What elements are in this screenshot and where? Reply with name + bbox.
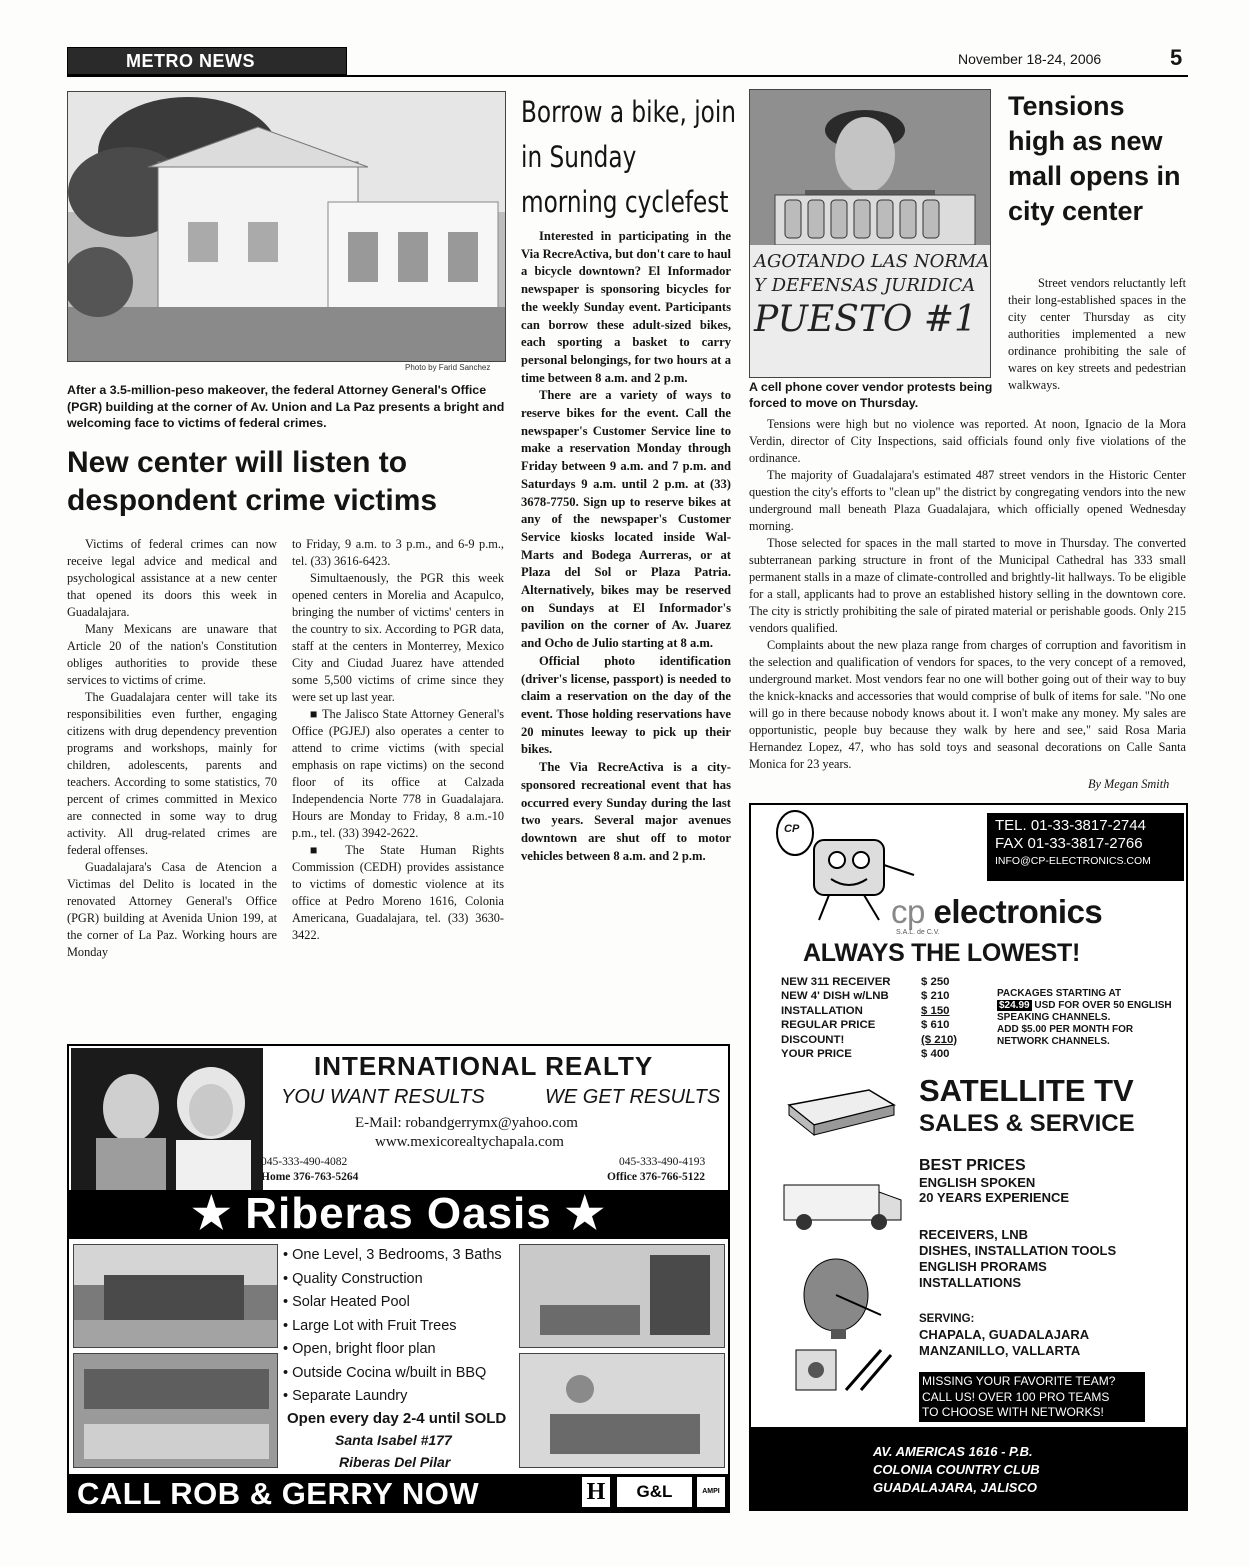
price-label: REGULAR PRICE: [781, 1019, 876, 1032]
story1-paragraph: to Friday, 9 a.m. to 3 p.m., and 6-9 p.m., tel. (33) 3616-6423.: [292, 537, 504, 568]
gl-logo-icon: G&L: [617, 1477, 692, 1507]
team-promo: [919, 1372, 1145, 1422]
price-value: ($ 210): [921, 1033, 958, 1046]
price-value: $ 210: [921, 990, 950, 1003]
realty-slogan-right: WE GET RESULTS: [545, 1086, 721, 1108]
mascot-label: CP: [784, 823, 800, 835]
cp-legal-name: S.A.L. de C.V.: [896, 929, 940, 936]
satellite-dish-icon: [791, 1255, 891, 1340]
cp-email: INFO@CP-ELECTRONICS.COM: [995, 855, 1151, 867]
realty-couple-photo: [71, 1048, 263, 1190]
photo-credit: Photo by Farid Sanchez: [405, 363, 491, 372]
story3-body: [749, 416, 1186, 773]
satellite-tv-title: SATELLITE TV: [919, 1073, 1134, 1108]
price-label: NEW 311 RECEIVER: [781, 976, 891, 988]
cp-slogan: ALWAYS THE LOWEST!: [803, 939, 1081, 967]
ampi-logo-icon: AMPI: [697, 1477, 725, 1507]
story1-paragraph: Many Mexicans are unaware that Article 20 of the nation's Constitution obliges authorities to provide these services to victims of crime.: [67, 622, 277, 687]
header-rule: [67, 75, 1188, 77]
realty-phone-home: Home 376-763-5264: [261, 1171, 359, 1183]
story3-paragraph: Tensions were high but no violence was reported. At noon, Ignacio de la Mora Verdin, director of City Inspections, said officials found only five violations of the ordinance.: [749, 417, 1186, 465]
serving-cities: MANZANILLO, VALLARTA: [919, 1343, 1081, 1358]
price-row: [781, 1018, 981, 1032]
story1-column-1: [67, 536, 277, 961]
price-row: [781, 1033, 981, 1047]
packages-line-1: PACKAGES STARTING AT: [997, 988, 1122, 999]
cp-logo: [891, 893, 1102, 931]
price-label: NEW 4' DISH w/LNB: [781, 990, 889, 1003]
service-item: DISHES, INSTALLATION TOOLS: [919, 1243, 1117, 1258]
sign-line: Y DEFENSAS JURIDICA: [754, 275, 976, 296]
story3-paragraph: Complaints about the new plaza range from charges of corruption and favoritism in the selection and qualification of vendors for spaces, to the very concept of a removed, underground market. Most vendors fear no one will bother going out of their way to buy the knick-knacks and accessories that would comprise of bulk of items for sale. "No one will go in there because nobody knows about it. I won't make any money. My sales are opportunistic, people buy because they walk by here and see," said Rosa Maria Hernandez Lopez, 47, who has sold toys and seasonal decorations on Calle Santa Monica for 23 years.: [749, 638, 1186, 771]
story1-paragraph: ■ The State Human Rights Commission (CEDH) provides assistance to victims of domestic violence at its office at Pedro Moreno 1616, Colonia Americana, Guadalajara, tel. (33) 3630-3422.: [292, 843, 504, 942]
property-address-2: Riberas Del Pilar: [339, 1454, 451, 1470]
story1-column-2: [292, 536, 504, 944]
price-value: $ 610: [921, 1019, 950, 1032]
price-label: DISCOUNT!: [781, 1033, 845, 1046]
issue-date: November 18-24, 2006: [958, 51, 1102, 67]
byline: By Megan Smith: [1088, 777, 1170, 791]
sign-line: AGOTANDO LAS NORMA: [754, 251, 990, 272]
realty-phone-mobile-2: 045-333-490-4193: [619, 1156, 706, 1168]
cp-electronics-ad: [749, 803, 1188, 1511]
feature-item: • Outside Cocina w/built in BBQ: [283, 1362, 518, 1386]
service-van-icon: [779, 1170, 909, 1235]
price-row: [781, 989, 981, 1003]
realty-email: E-Mail: robandgerrymx@yahoo.com: [355, 1115, 578, 1131]
tools-icon: [791, 1340, 901, 1400]
price-list: [781, 975, 981, 1061]
realty-title: INTERNATIONAL REALTY: [314, 1051, 654, 1081]
story1-paragraph: The Guadalajara center will take its responsibilities even further, engaging citizens with drug dependency prevention programs and workshops, mainly for children, adolescents, parents and teachers. According to some statistics, 70 percent of crimes committed in Mexico are connected in some way to drug activity. All drug-related crimes are federal offenses.: [67, 690, 277, 857]
call-rob-gerry: CALL ROB & GERRY NOW: [77, 1476, 480, 1511]
house-exterior-photo: [73, 1244, 278, 1348]
feature-list: [283, 1244, 518, 1409]
vendor-photo-caption: A cell phone cover vendor protests being forced to move on Thursday.: [749, 380, 993, 410]
service-item: RECEIVERS, LNB: [919, 1227, 1029, 1242]
feature-item: • Large Lot with Fruit Trees: [283, 1315, 518, 1339]
feature-item: • Separate Laundry: [283, 1385, 518, 1409]
open-house-hours: Open every day 2-4 until SOLD: [287, 1410, 507, 1427]
story1-paragraph: Victims of federal crimes can now receive legal advice and medical and psychological assistance at a new center that opened its doors this week in Guadalajara.: [67, 537, 277, 619]
house-dining-photo: [519, 1244, 725, 1348]
story3-paragraph: Those selected for spaces in the mall started to move in Thursday. The converted subterranean parking structure in front of the Municipal Cathedral has 333 small permanent stalls in a maze of climate-controlled and brightly-lit hallways. To be eligible for a stall, applicants had to prove an established history selling in the downtown core. The city is strictly prohibiting the sale of pirated material or perishable goods. Only 215 vendors qualified.: [749, 536, 1186, 635]
price-row: [781, 1004, 981, 1018]
cp-logo-text: electronics: [933, 893, 1103, 930]
sign-line: PUESTO #1: [754, 299, 977, 340]
price-row: [781, 1047, 981, 1061]
story1-paragraph: Guadalajara's Casa de Atencion a Victimas del Delito is located in the renovated Attorney General's Office (PGR) building at Avenida Union 199, at the corner of La Paz. Working hours are Monday: [67, 860, 277, 959]
packages-line-3: ADD $5.00 PER MONTH FOR NETWORK CHANNELS.: [997, 1024, 1134, 1047]
story1-paragraph: Simultaenously, the PGR this week opened centers in Morelia and Acapulco, bringing the number of victims' centers in the country to six. According to PGR data, staff at the centers in Monterrey, Mexico City and Ciudad Juarez have attended some 5,500 victims of crime since they were set up last year.: [292, 571, 504, 704]
pgr-building-photo: [67, 91, 506, 362]
realty-ad: [67, 1044, 730, 1513]
sales-service-title: SALES & SERVICE: [919, 1110, 1135, 1137]
riberas-oasis-banner: ★ Riberas Oasis ★: [69, 1190, 728, 1239]
feature-item: • Open, bright floor plan: [283, 1338, 518, 1362]
english-spoken-line: ENGLISH SPOKEN: [919, 1175, 1036, 1190]
page-number: 5: [1170, 45, 1183, 70]
feature-item: • Quality Construction: [283, 1268, 518, 1292]
cp-address-bar: [751, 1427, 1186, 1509]
service-item: ENGLISH PRORAMS: [919, 1259, 1047, 1274]
services-list: [919, 1227, 1116, 1291]
story1-paragraph: ■ The Jalisco State Attorney General's Office (PGJEJ) also operates a center to attend to crime victims (with special emphasis on rape victims) on the second floor of its office at Calzada Independencia Norte 778 in Guadalajara. Hours are Monday to Friday, 8 a.m.-10 p.m., tel. (33) 3942-2622.: [292, 707, 504, 840]
realty-website[interactable]: www.mexicorealtychapala.com: [375, 1134, 564, 1150]
house-kitchen-photo: [73, 1353, 278, 1468]
story3-headline: Tensions high as new mall opens in city center: [1008, 91, 1181, 226]
team-promo-line: TO CHOOSE WITH NETWORKS!: [922, 1405, 1104, 1419]
feature-item: • Solar Heated Pool: [283, 1291, 518, 1315]
packages-detail: USD FOR OVER 50 ENGLISH SPEAKING CHANNELS.: [997, 1000, 1172, 1023]
best-prices-line: BEST PRICES: [919, 1157, 1026, 1174]
feature-item: • One Level, 3 Bedrooms, 3 Baths: [283, 1244, 518, 1268]
team-promo-line: CALL US! OVER 100 PRO TEAMS: [922, 1389, 1110, 1404]
property-address-1: Santa Isabel #177: [335, 1432, 452, 1448]
pgr-photo-caption: After a 3.5-million-peso makeover, the federal Attorney General's Office (PGR) building at the corner of Av. Union and La Paz presents a bright and welcoming face to victims of federal crimes.: [67, 383, 505, 430]
cp-fax: FAX 01-33-3817-2766: [995, 835, 1143, 852]
story1-headline: New center will listen to despondent crime victims: [67, 446, 438, 517]
address-line: GUADALAJARA, JALISCO: [873, 1480, 1037, 1495]
story3-paragraph: The majority of Guadalajara's estimated 487 street vendors in the Historic Center question the city's efforts to "clean up" the district by congregating vendors into the new underground mall beneath Plaza Guadalajara, which officially opened Wednesday morning.: [749, 468, 1186, 533]
story2-paragraph: The Via RecreActiva is a city-sponsored recreational event that has occurred every Sunday during the last two years. Several major avenues downtown are shut off to motor vehicles between 8 a.m. and 2 p.m.: [521, 760, 731, 863]
serving-label: SERVING:: [919, 1313, 975, 1325]
vendor-protest-photo: [749, 89, 991, 378]
story2-paragraph: Interested in participating in the Via RecreActiva, but don't care to haul a bicycle downtown? El Informador newspaper is sponsoring bicycles for the weekly Sunday event. Participants can borrow these adult-sized bikes, each sporting a basket to carry personal belongings, for two hours at a time between 8 a.m. and 2 p.m.: [521, 229, 731, 385]
protest-sign: [754, 250, 990, 342]
section-title: METRO NEWS: [126, 51, 255, 71]
call-banner: [69, 1474, 728, 1511]
packages-line-2: [997, 1000, 1187, 1024]
realty-slogan-left: YOU WANT RESULTS: [281, 1086, 485, 1108]
story2-headline: Borrow a bike, join in Sunday morning cyclefest: [521, 95, 736, 219]
receiver-icon: [779, 1085, 899, 1140]
price-value: $ 400: [921, 1048, 950, 1061]
price-label: YOUR PRICE: [781, 1048, 852, 1061]
story3-lead: Street vendors reluctantly left their long-established spaces in the city center Thursday as city authorities implemented a new ordinance prohibiting the sale of wares on key streets and pedestrian walkways.: [1008, 276, 1186, 392]
experience-line: 20 YEARS EXPERIENCE: [919, 1190, 1070, 1205]
price-label: INSTALLATION: [781, 1004, 863, 1017]
masthead-section: [67, 47, 347, 75]
address-line: COLONIA COUNTRY CLUB: [873, 1462, 1040, 1477]
price-row: [781, 975, 981, 989]
serving-areas: [919, 1311, 1089, 1359]
cp-contact-box: [987, 813, 1184, 881]
address-line: AV. AMERICAS 1616 - P.B.: [873, 1444, 1033, 1459]
best-prices: [919, 1157, 1069, 1205]
story2-paragraph: Official photo identification (driver's license, passport) is needed to claim a reservation on the day of the event. Those holding reservations have 20 minutes leeway to pick up their bikes.: [521, 653, 731, 757]
packages-price: $24.99: [999, 1000, 1030, 1011]
price-value: $ 250: [921, 976, 950, 988]
house-living-photo: [519, 1353, 725, 1468]
realty-phone-office: Office 376-766-5122: [607, 1171, 706, 1183]
cp-phone: TEL. 01-33-3817-2744: [995, 817, 1146, 834]
team-promo-line: MISSING YOUR FAVORITE TEAM?: [922, 1374, 1116, 1388]
serving-cities: CHAPALA, GUADALAJARA: [919, 1327, 1090, 1342]
story2-body: [521, 228, 731, 865]
service-item: INSTALLATIONS: [919, 1275, 1022, 1290]
realty-phone-mobile: 045-333-490-4082: [261, 1156, 348, 1168]
packages-info: [997, 988, 1187, 1048]
cp-logo-mark: cp: [891, 893, 925, 930]
price-value: $ 150: [921, 1004, 950, 1017]
h-logo-icon: H: [582, 1477, 610, 1507]
story2-paragraph: There are a variety of ways to reserve bikes for the event. Call the newspaper's Customer Service line to make a reservation Monday through Friday between 9 a.m. and 7 p.m. and Saturdays 9 a.m. until 2 p.m. at (33) 3678-7750. Sign up to reserve bikes at any of the newspaper's Customer Service kiosks located inside Wal-Marts and Bodega Aurreras, or at Plaza del Sol or Plaza Patria. Alternatively, bikes may be reserved on Sundays at El Informador's pavilion on the corner of Av. Juarez and Ocho de Julio starting at 8 a.m.: [521, 388, 731, 651]
